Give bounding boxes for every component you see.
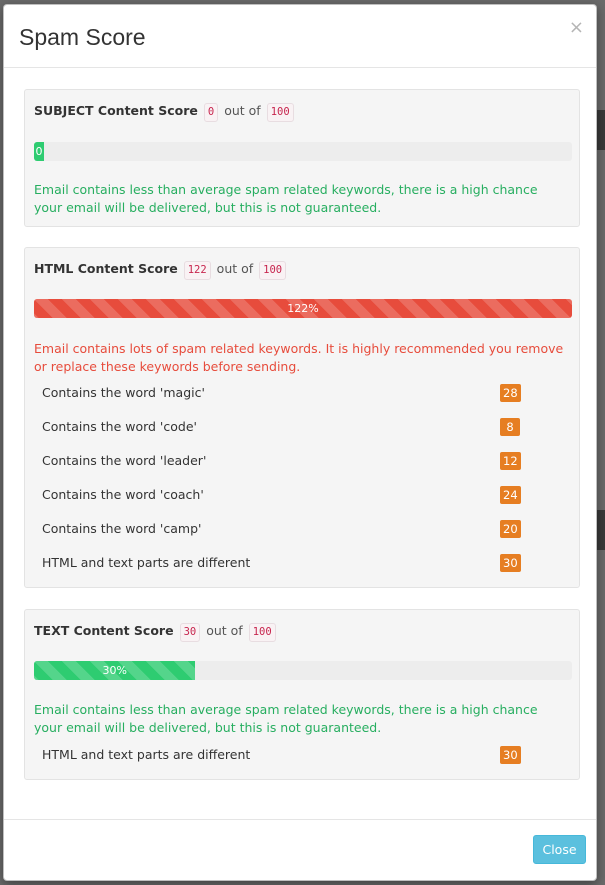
close-icon[interactable]: × — [568, 17, 584, 38]
progress-bar — [34, 142, 44, 161]
score-max: 100 — [259, 261, 286, 280]
section-title: HTML Content Score — [34, 261, 178, 276]
progress-label: 122% — [287, 302, 319, 315]
out-of-label: out of — [206, 623, 243, 638]
section-title: TEXT Content Score — [34, 623, 174, 638]
score-max: 100 — [249, 623, 276, 642]
keyword-label: Contains the word 'camp' — [42, 521, 202, 536]
text-score-panel — [24, 609, 580, 780]
subject-score-panel — [24, 89, 580, 227]
modal-header — [4, 5, 596, 68]
panel-heading — [34, 259, 288, 280]
score-value: 30 — [180, 623, 201, 642]
out-of-label: out of — [216, 261, 254, 276]
keyword-label: Contains the word 'coach' — [42, 487, 204, 502]
score-value: 0 — [204, 103, 218, 122]
keyword-score-badge: 8 — [500, 418, 520, 436]
progress-label: 30% — [102, 664, 127, 677]
background-page-edge — [597, 110, 605, 150]
html-score-panel — [24, 247, 580, 588]
progress-bar — [34, 661, 195, 680]
score-message: Email contains less than average spam related keywords, there is a high chance your email will be delivered, but this is not guaranteed. — [34, 702, 538, 735]
keyword-label: Contains the word 'magic' — [42, 385, 205, 400]
keyword-label: HTML and text parts are different — [42, 555, 251, 570]
spam-score-modal — [3, 4, 597, 881]
section-title: SUBJECT Content Score — [34, 103, 198, 118]
panel-heading — [34, 621, 278, 642]
background-page-edge — [597, 510, 605, 550]
keyword-score-badge: 24 — [500, 486, 521, 504]
score-message: Email contains less than average spam related keywords, there is a high chance your email will be delivered, but this is not guaranteed. — [34, 182, 538, 215]
progress-bar — [34, 299, 572, 318]
score-progress — [34, 299, 572, 318]
modal-title: Spam Score — [19, 24, 146, 50]
keyword-label: HTML and text parts are different — [42, 747, 251, 762]
score-max: 100 — [267, 103, 294, 122]
keyword-score-badge: 30 — [500, 746, 521, 764]
keyword-score-badge: 20 — [500, 520, 521, 538]
out-of-label: out of — [224, 103, 261, 118]
close-button[interactable]: Close — [533, 835, 586, 864]
modal-footer — [4, 819, 596, 880]
panel-heading — [34, 101, 296, 122]
keyword-label: Contains the word 'code' — [42, 419, 197, 434]
score-value: 122 — [184, 261, 211, 280]
keyword-label: Contains the word 'leader' — [42, 453, 207, 468]
score-progress — [34, 142, 572, 161]
progress-label: 0 — [35, 145, 43, 158]
score-message: Email contains lots of spam related keywords. It is highly recommended you remove or replace these keywords before sending. — [34, 341, 564, 374]
keyword-score-badge: 30 — [500, 554, 521, 572]
score-progress — [34, 661, 572, 680]
keyword-score-badge: 12 — [500, 452, 521, 470]
keyword-score-badge: 28 — [500, 384, 521, 402]
